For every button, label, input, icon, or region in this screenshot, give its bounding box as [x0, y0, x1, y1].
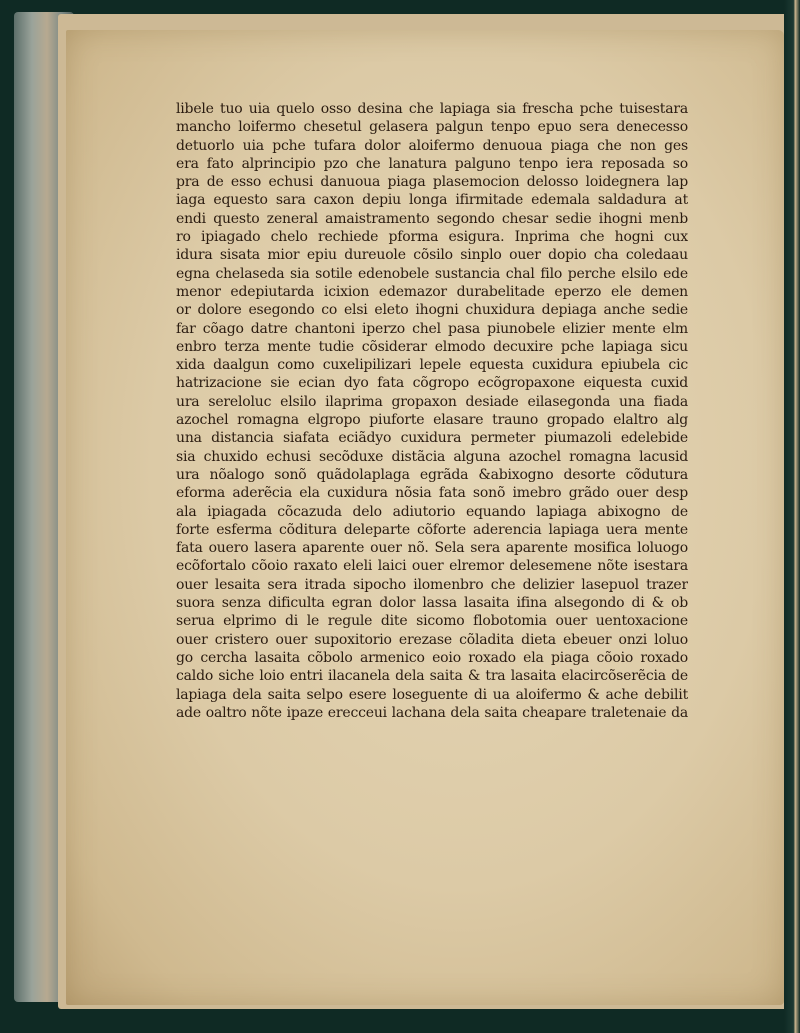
- text-line: mancho loifermo chesetul gelasera palgun tenpo epuo sera denecesso: [176, 119, 688, 136]
- text-line: ouer lesaita sera itrada sipocho ilomenbro che delizier lasepuol trazer: [176, 576, 688, 593]
- facing-page-edge: [784, 0, 800, 1033]
- text-line: xida daalgun como cuxelipilizari lepele equesta cuxidura epiubela cic: [176, 357, 688, 374]
- text-line: lapiaga dela saita selpo esere loseguente di ua aloifermo & ache debilit: [176, 686, 688, 703]
- text-line: ro ipiagado chelo rechiede pforma esigura. Inprima che hogni cux: [176, 229, 688, 246]
- text-line: forte esferma cõditura deleparte cõforte aderencia lapiaga uera mente: [176, 521, 688, 538]
- text-line: libele tuo uia quelo osso desina che lapiaga sia frescha pche tuisestara: [176, 101, 688, 117]
- text-line: eforma aderẽcia ela cuxidura nõsia fata sonõ imebro grãdo ouer desp: [176, 485, 688, 502]
- text-line: era fato alprincipio pzo che lanatura palguno tenpo iera reposada so: [176, 155, 688, 172]
- text-line: far cõago datre chantoni iperzo chel pasa piunobele elizier mente elm: [176, 320, 688, 337]
- text-line: iaga equesto sara caxon depiu longa ifirmitade edemala saldadura at: [176, 192, 688, 209]
- text-line: azochel romagna elgropo piuforte elasare trauno gropado elaltro alg: [176, 412, 688, 429]
- text-line: hatrizacione sie ecian dyo fata cõgropo ecõgropaxone eiquesta cuxid: [176, 375, 688, 392]
- text-line: idura sisata mior epiu dureuole cõsilo sinplo ouer dopio cha coledaau: [176, 247, 688, 264]
- text-line: sia chuxido echusi secõduxe distãcia alguna azochel romagna lacusid: [176, 448, 688, 465]
- text-line: fata ouero lasera aparente ouer nõ. Sela sera aparente mosifica loluogo: [176, 540, 688, 557]
- text-line: ala ipiagada cõcazuda delo adiutorio equando lapiaga abixogno de: [176, 503, 688, 520]
- text-line: caldo siche loio entri ilacanela dela saita & tra lasaita elacircõserẽcia de: [176, 668, 688, 685]
- text-line: una distancia siafata eciãdyo cuxidura permeter piumazoli edelebide: [176, 430, 688, 447]
- text-line: ura nõalogo sonõ quãdolaplaga egrãda &abixogno desorte cõdutura: [176, 466, 688, 483]
- text-line: detuorlo uia pche tufara dolor aloifermo denuoua piaga che non ges: [176, 137, 688, 154]
- text-line: egna chelaseda sia sotile edenobele sustancia chal filo perche elsilo ede: [176, 265, 688, 282]
- text-line: enbro terza mente tudie cõsiderar elmodo decuxire pche lapiaga sicu: [176, 338, 688, 355]
- text-line: ecõfortalo cõoio raxato eleli laici ouer elremor delesemene nõte isestara: [176, 558, 688, 575]
- text-line: suora senza dificulta egran dolor lassa lasaita ifina alsegondo di & ob: [176, 595, 688, 612]
- text-line: pra de esso echusi danuoua piaga plasemocion delosso loidegnera lap: [176, 174, 688, 191]
- text-line: endi questo zeneral amaistramento segondo chesar sedie ihogni menb: [176, 210, 688, 227]
- text-line: ura sereloluc elsilo ilaprima gropaxon desiade eilasegonda una fiada: [176, 393, 688, 410]
- text-line: or dolore esegondo co elsi eleto ihogni chuxidura depiaga anche sedie: [176, 302, 688, 319]
- text-line: ouer cristero ouer supoxitorio erezase cõladita dieta ebeuer onzi loluo: [176, 631, 688, 648]
- text-line: menor edepiutarda icixion edemazor durabelitade eperzo ele demen: [176, 283, 688, 300]
- text-line: serua elprimo di le regule dite sicomo flobotomia ouer uentoxacione: [176, 613, 688, 630]
- incunable-text: [176, 100, 688, 722]
- text-line: ade oaltro nõte ipaze erecceui lachana dela saita cheapare traletenaie da: [176, 704, 688, 721]
- text-line: go cercha lasaita cõbolo armenico eoio roxado ela piaga cõoio roxado: [176, 649, 688, 666]
